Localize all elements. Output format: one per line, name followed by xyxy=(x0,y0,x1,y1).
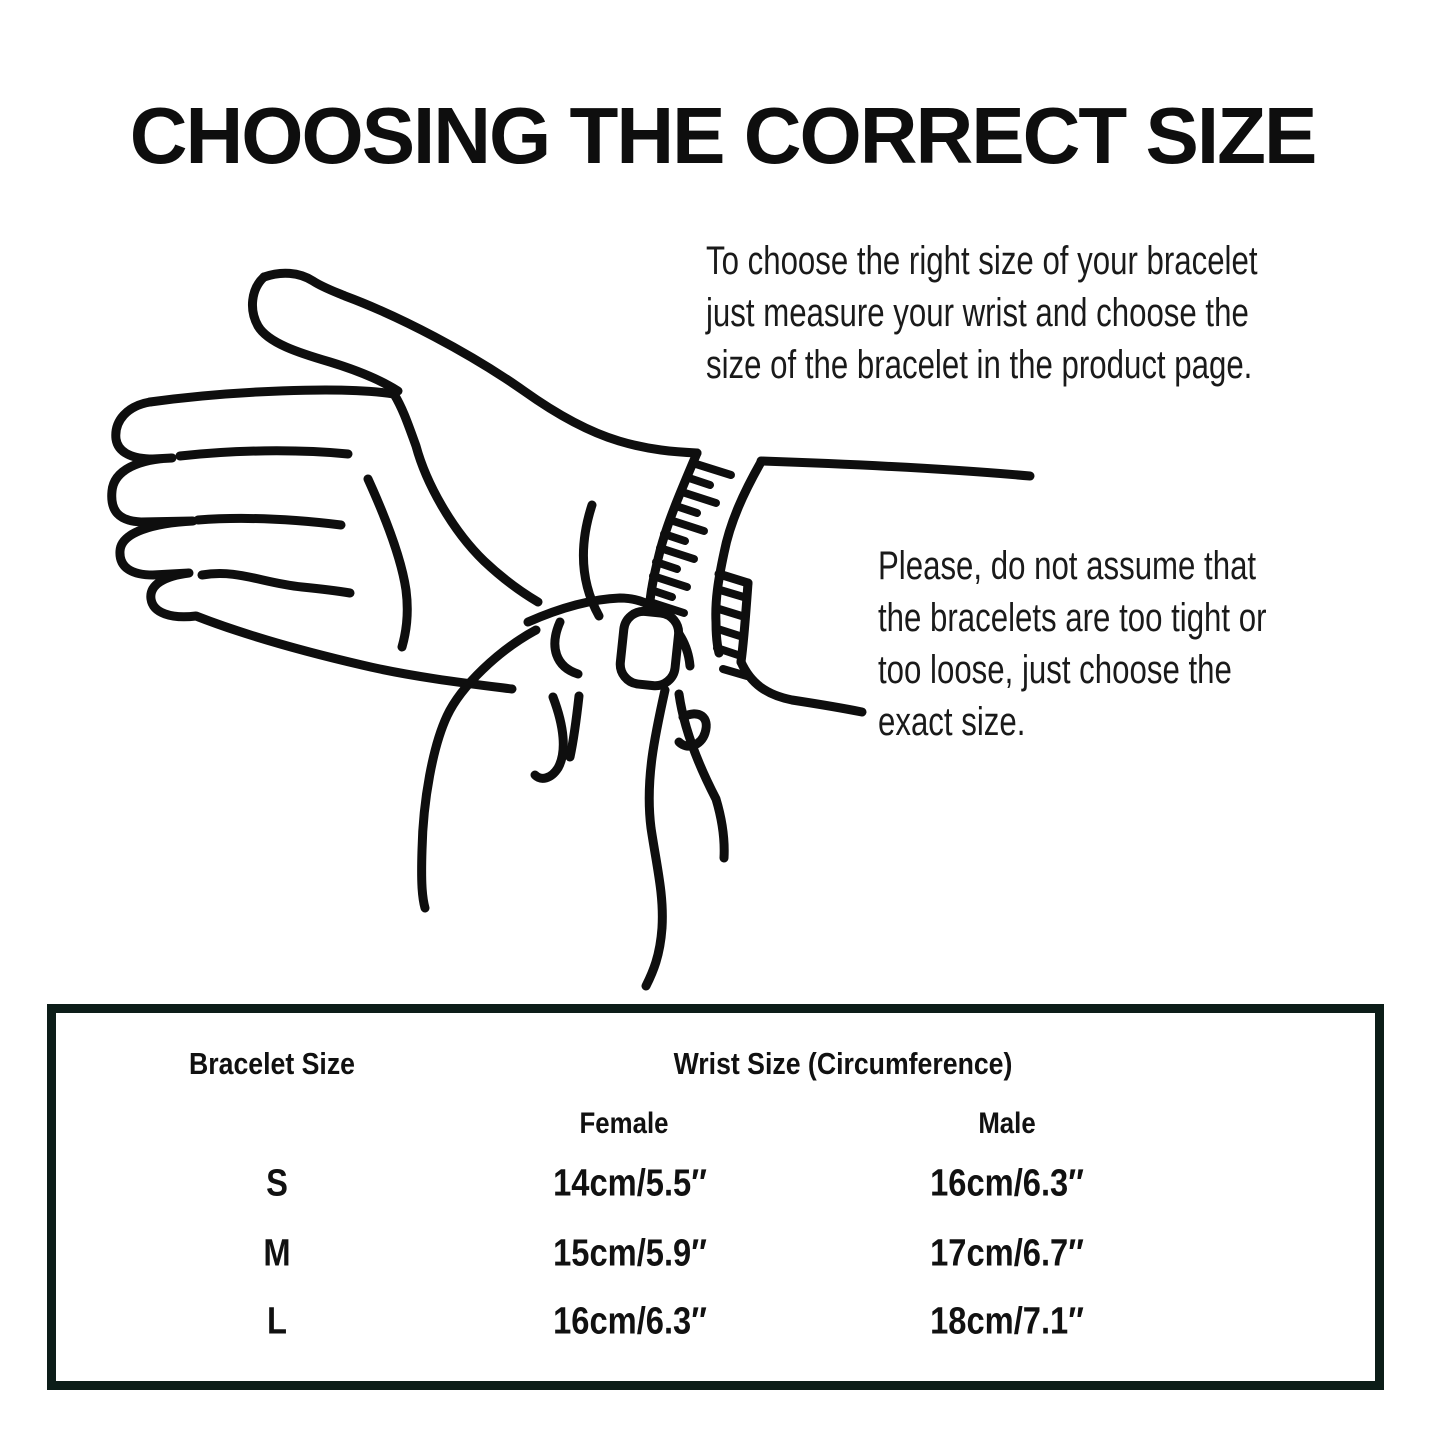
tape-tail xyxy=(646,690,665,986)
note-line-3: too loose, just choose the xyxy=(878,648,1232,692)
table-row-s-size: S xyxy=(266,1162,288,1205)
subcolumn-header-female: Female xyxy=(579,1107,669,1140)
note-line-4: exact size. xyxy=(878,700,1026,744)
intro-line-1: To choose the right size of your bracelet xyxy=(706,239,1258,283)
table-row-l-size: L xyxy=(267,1300,287,1343)
tape-loose-end-bottom xyxy=(741,662,862,712)
intro-line-3: size of the bracelet in the product page. xyxy=(706,343,1253,387)
fingers-outline xyxy=(112,402,512,689)
note-line-1: Please, do not assume that xyxy=(878,544,1257,588)
subcolumn-header-male: Male xyxy=(978,1107,1036,1140)
curled-fingertip-inner xyxy=(570,696,579,757)
finger-separation-line xyxy=(180,451,348,456)
pinch-hand-left-edge xyxy=(422,630,536,908)
palm-crease xyxy=(368,479,407,647)
table-row-m-female: 15cm/5.9″ xyxy=(553,1232,707,1275)
thumbnail xyxy=(618,609,680,687)
arm xyxy=(761,461,1030,476)
column-header-bracelet-size: Bracelet Size xyxy=(189,1046,355,1081)
main-hand xyxy=(112,273,697,689)
note-line-2: the bracelets are too tight or xyxy=(878,596,1267,640)
measuring-tape xyxy=(646,453,862,986)
arm-top-line xyxy=(761,461,1030,476)
table-row-m-male: 17cm/6.7″ xyxy=(930,1232,1084,1275)
thumb-left-edge xyxy=(252,277,398,391)
page-title: CHOOSING THE CORRECT SIZE xyxy=(129,91,1316,180)
tape-loose-end-top xyxy=(719,574,748,583)
curled-fingertip xyxy=(535,697,563,778)
table-row-l-male: 18cm/7.1″ xyxy=(930,1300,1084,1343)
curled-finger-crease xyxy=(555,622,578,674)
intro-line-2: just measure your wrist and choose the xyxy=(706,291,1249,335)
finger-separation-line xyxy=(202,574,350,593)
table-row-s-male: 16cm/6.3″ xyxy=(930,1162,1084,1205)
column-header-wrist-size: Wrist Size (Circumference) xyxy=(673,1046,1013,1081)
finger-separation-line xyxy=(198,518,341,525)
table-row-s-female: 14cm/5.5″ xyxy=(553,1162,707,1205)
table-row-m-size: M xyxy=(263,1232,291,1275)
table-row-l-female: 16cm/6.3″ xyxy=(553,1300,707,1343)
tape-right-edge xyxy=(716,462,761,653)
